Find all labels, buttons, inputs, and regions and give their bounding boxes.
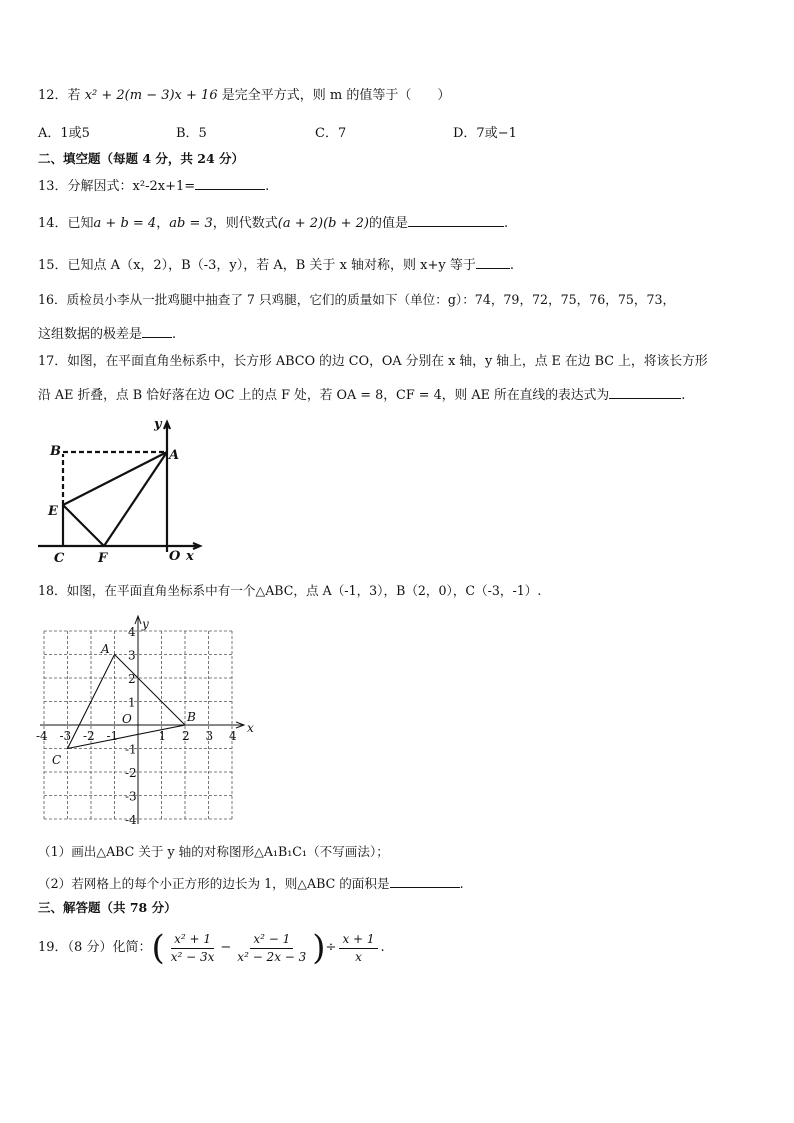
- q18-figure: [30, 612, 262, 830]
- q12-expression: x² + 2(m − 3)x + 16: [84, 88, 218, 103]
- question-17-line-1: 17．如图，在平面直角坐标系中，长方形 ABCO 的边 CO，OA 分别在 x 轴，y 轴上，点 E 在边 BC 上，将该长方形: [38, 354, 708, 369]
- q18-label-c: C: [52, 753, 62, 767]
- q18-ytick: 1: [128, 695, 136, 710]
- q12-option-d[interactable]: D．7或−1: [453, 126, 517, 141]
- q19-right-paren: ): [312, 928, 326, 968]
- q17-label-e: E: [48, 504, 58, 519]
- q15-answer-blank[interactable]: [476, 254, 510, 269]
- q17-label-f: F: [98, 551, 108, 564]
- question-18: 18．如图，在平面直角坐标系中有一个△ABC，点 A（-1，3），B（2，0），C（-3，-1）.: [38, 583, 542, 598]
- question-17-line-2: 沿 AE 折叠，点 B 恰好落在边 OC 上的点 F 处，若 OA = 8，CF = 4，则 AE 所在直线的表达式为 .: [38, 384, 685, 406]
- q12-option-a[interactable]: A．1或5: [38, 126, 90, 141]
- q19-fraction-3: $\frac{x + 1}{x}$: [339, 932, 377, 965]
- question-13: 13．分解因式：x²-2x+1= .: [38, 175, 269, 197]
- q17-figure: [38, 412, 208, 564]
- q18-label-y: y: [142, 617, 149, 631]
- q13-answer-blank[interactable]: [195, 175, 265, 190]
- q18-xtick: 1: [158, 729, 167, 743]
- q17-segment-fa: [104, 452, 167, 546]
- q18-ytick: 2: [128, 672, 136, 686]
- q18-xtick: -2: [83, 729, 95, 743]
- question-12: 12．若 x² + 2(m − 3)x + 16 是完全平方式，则 m 的值等于（ ）: [38, 88, 451, 103]
- q17-label-b: B: [50, 444, 61, 459]
- q18-label-o: O: [122, 712, 132, 726]
- q17-segment-ef: [63, 505, 104, 546]
- q18-xtick: -1: [106, 729, 119, 743]
- q18-label-x: x: [247, 721, 254, 735]
- q17-label-y: y: [154, 417, 162, 432]
- q14-answer-blank[interactable]: [408, 212, 504, 227]
- q17-label-o: O: [169, 549, 181, 564]
- q18-ytick: -2: [125, 766, 137, 780]
- question-15: 15．已知点 A（x，2），B（-3，y），若 A，B 关于 x 轴对称，则 x+y 等于 .: [38, 254, 514, 276]
- q18-xtick: -3: [59, 729, 72, 743]
- q17-label-c: C: [54, 551, 65, 564]
- q17-figure-lines: [38, 422, 200, 552]
- section-3-heading: 三、解答题（共 78 分）: [38, 900, 177, 915]
- q17-label-a: A: [169, 448, 180, 463]
- section-2-heading: 二、填空题（每题 4 分，共 24 分）: [38, 151, 245, 166]
- q17-label-x: x: [186, 549, 194, 564]
- q18-label-b: B: [187, 710, 196, 724]
- q18-label-a: A: [101, 642, 110, 656]
- q18-ytick: 3: [128, 648, 136, 663]
- q19-fraction-1: $\frac{\text{x² + 1}}{\text{x² − 3x}}$: [170, 931, 215, 964]
- q19-left-paren: (: [151, 928, 165, 968]
- q19-fraction-2: $\frac{\text{x² − 1}}{\text{x² − 2x − 3}}$: [237, 931, 307, 964]
- q18-xtick: -4: [36, 729, 48, 743]
- question-14: 14．已知a + b = 4，ab = 3，则代数式(a + 2)(b + 2)的值是 .: [38, 212, 508, 234]
- q18-answer-blank[interactable]: [390, 873, 460, 888]
- q18-ytick: -1: [125, 742, 137, 757]
- q12-option-c[interactable]: C．7: [315, 126, 347, 141]
- q17-segment-ea: [63, 452, 167, 505]
- q18-xtick: 4: [229, 729, 237, 743]
- question-16-line-2: 这组数据的极差是 .: [38, 323, 176, 345]
- question-18-part-2: （2）若网格上的每个小正方形的边长为 1，则△ABC 的面积是 .: [38, 873, 464, 894]
- q16-answer-blank[interactable]: [142, 323, 172, 338]
- question-18-part-1: （1）画出△ABC 关于 y 轴的对称图形△A₁B₁C₁（不写画法）；: [38, 844, 389, 859]
- q18-ytick: -4: [125, 813, 137, 827]
- q18-ytick: 4: [128, 625, 136, 639]
- q18-ytick: -3: [125, 789, 137, 804]
- q17-answer-blank[interactable]: [609, 384, 681, 399]
- question-19: 19．（8 分）化简：( $\frac{\text{x² + 1}}{\text{x² − 3x}}$ − $\frac{\text{x² − 1}}{\text{x² − 2x − 3}}$ )÷ $\frac{x + 1}{x}$ .: [38, 928, 385, 968]
- q18-xtick: 3: [205, 729, 214, 743]
- q18-xtick: 2: [182, 729, 190, 743]
- q12-option-b[interactable]: B．5: [176, 126, 207, 141]
- question-16-line-1: 16．质检员小李从一批鸡腿中抽查了 7 只鸡腿，它们的质量如下（单位：g）：74，79，72，75，76，75，73，: [38, 292, 676, 307]
